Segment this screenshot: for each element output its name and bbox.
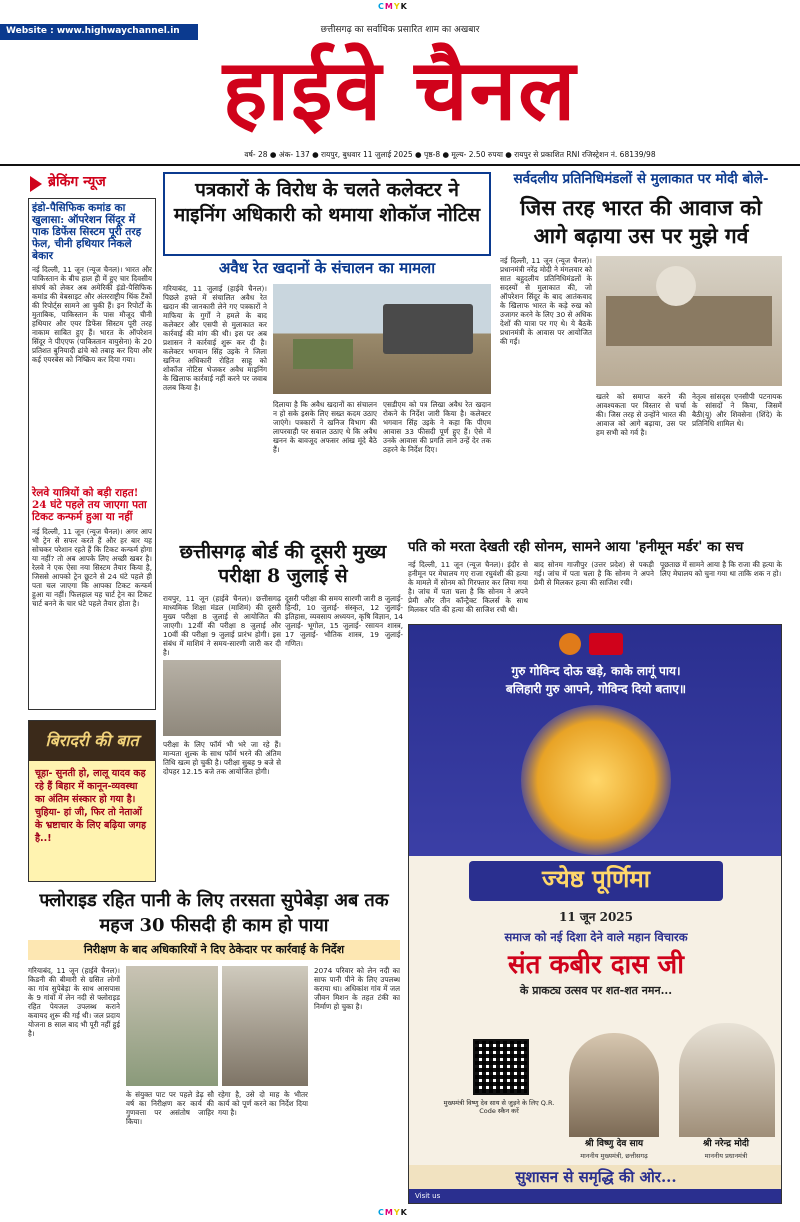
- pm-story: [500, 172, 782, 532]
- water-body: गरियाबंद, 11 जून (हाईवे चैनल)। किडनी की बीमारी से ग्रसित लोगों का गांव सुपेबेड़ा के साथ आसपास के 9 गांवों में लेन नदी से फ्लोराइड रहित पेयजल उपलब्ध कराने कवायद शुरू की गई थी। जल प्रदाय योजना 8 साल बाद भी पूरी नहीं हुई है।: [28, 966, 120, 1038]
- water-headline[interactable]: फ्लोराइड रहित पानी के लिए तरसता सुपेबेड़ा अब तक महज 30 फीसदी ही काम हो पाया: [39, 890, 389, 936]
- lead-photo: [273, 284, 491, 394]
- board-body-b: परीक्षा के लिए फॉर्म भी भरे जा रहे हैं। मान्यता शुल्क के साथ फॉर्म भरने की अंतिम तिथि खत्म हो चुकी है। परीक्षा सुबह 9 बजे से दोपहर 12.15 बजे तक आयोजित होगी।: [163, 740, 281, 776]
- murder-body-c: पूछताछ में सामने आया है कि राजा की हत्या के लिए मेघालय को चुना गया था ताकि शक न हो।: [660, 560, 782, 578]
- lead-body-c: एसडीएम को पत्र लिखा अवैध रेत खदान रोकने के निर्देश जारी किया है। कलेक्टर भगवान सिंह उइके ने कहा कि पीएम आवास 33 फीसदी पूर्ण हुए हैं। ऐसे में उनके आवास की प्रगति लाने उन्हें देर तक ठहरने के निर्देश दिए।: [383, 400, 491, 454]
- breaking-headline-1[interactable]: इंडो-पैसिफिक कमांड का खुलासा: ऑपरेशन सिंदूर में पाक डिफेंस सिस्टम पूरी तरह फेल, चीनी हथियार निकले बेकार: [32, 202, 142, 263]
- murder-body-b: बाद सोनम गाजीपुर (उत्तर प्रदेश) से पकड़ी गई। जांच में पता चला है कि सोनम ने अपने प्रेमी से मिलकर हत्या की साजिश रची।: [534, 560, 654, 587]
- water-body-b: के संयुक्त पाट पर पहले डेढ़ सौ वर्ष का निरीक्षण कर कार्य की गुणवत्ता पर असंतोष जाहिर किया।: [126, 1090, 214, 1126]
- ad-qr-text: मुख्यमंत्री विष्णु देव साय से जुड़ने के लिए Q.R. Code स्कैन करें: [443, 1099, 555, 1115]
- ad-pm-title: माननीय प्रधानमंत्री: [704, 1152, 748, 1160]
- lead-body: गरियाबंद, 11 जुलाई (हाईवे चैनल)। पिछले हफ्ते में संचालित अवैध रेत खदान की जानकारी लेने गए पत्रकारों ने माफिया के गुर्गों ने हमले के बाद कलेक्टर और एसपी से मुलाकात कर कार्रवाई की मांग की थी। इस पर अब प्रशासन ने कार्रवाई शुरू कर दी है। कलेक्टर भगवान सिंह उइके ने जिला खनिज अधिकारी रोहित साहू को शोकॉज नोटिस भेजकर अवैध माइनिंग के खिलाफ कार्रवाई नहीं करने पर जवाब तलब किया है।: [163, 284, 267, 392]
- birari-section: [28, 720, 156, 882]
- water-body-c: रहेगा है, उसे दो माह के भीतर कार्य को पूर्ण करने का निर्देश दिया गया है।: [218, 1090, 308, 1117]
- ad-doha-1: गुरु गोविन्द दोऊ खड़े, काके लागूं पाय।: [511, 664, 681, 678]
- cmyk-mark-bottom: CMYK: [378, 1208, 408, 1217]
- ad-mission: समाज को नई दिशा देने वाले महान विचारक: [504, 930, 688, 944]
- ad-cm-name: श्री विष्णु देव साय: [584, 1139, 644, 1149]
- lead-headline[interactable]: पत्रकारों के विरोध के चलते कलेक्टर ने माइनिंग अधिकारी को थमाया शोकॉज नोटिस: [173, 179, 481, 226]
- ad-slogan: सुशासन से समृद्धि की ओर...: [409, 1165, 782, 1189]
- breaking-label: ब्रेकिंग न्यूज: [28, 174, 156, 194]
- breaking-body-1: नई दिल्ली, 11 जून (न्यूज चैनल)। भारत और पाकिस्तान के बीच हाल ही में हुए चार दिवसीय संघर्ष को लेकर अब अमेरिकी इंडो-पैसिफिक कमांड की वेबसाइट और अंतरराष्ट्रीय थिंक टैंकों की रिपोर्ट्स सामने आ चुकी हैं। इन रिपोर्टों के मुताबिक, पाकिस्तान के पास मौजूद चीनी हथियार और एयर डिफेंस सिस्टम पूरी तरह नाकाम साबित हुए हैं। भारत के ऑपरेशन सिंदूर ने पीएएफ (पाकिस्तान वायुसेना) के 20 प्रतिशत बुनियादी ढांचे को तबाह कर दिया और कई एयरबेस को निष्क्रिय कर दिया गया।: [32, 265, 152, 365]
- kabir-portrait: [521, 705, 671, 855]
- breaking-headline-2[interactable]: रेलवे यात्रियों को बड़ी राहत! 24 घंटे पहले तय जाएगा पता टिकट कन्फर्म हुआ या नहीं: [32, 487, 147, 524]
- lead-story: [163, 172, 491, 532]
- website-bar[interactable]: Website : www.highwaychannel.in: [0, 24, 198, 40]
- breaking-section: [28, 172, 156, 712]
- water-subhead: निरीक्षण के बाद अधिकारियों ने दिए ठेकेदार पर कार्रवाई के निर्देश: [28, 940, 400, 960]
- ad-footer: Visit us: [409, 1189, 782, 1204]
- lead-headline-box: [163, 172, 491, 256]
- ad-occasion: ज्येष्ठ पूर्णिमा: [542, 864, 650, 893]
- water-photo-1: [126, 966, 218, 1086]
- board-body: रायपुर, 11 जून (हाईवे चैनल)। छत्तीसगढ़ माध्यमिक शिक्षा मंडल (माशिमं) की दूसरी मुख्य परीक्षा 8 जुलाई से आयोजित की जाएगी। 12वीं की परीक्षा 8 जुलाई और 10वीं की परीक्षा 9 जुलाई प्रारंभ होगी। इस संबंध में माशिमं ने समय-सारणी जारी कर दी है।: [163, 594, 281, 657]
- ad-cm-title: माननीय मुख्यमंत्री, छत्तीसगढ़: [580, 1152, 648, 1160]
- murder-body: नई दिल्ली, 11 जून (न्यूज चैनल)। इंदौर से हनीमून पर मेघालय गए राजा रघुवंशी की हत्या के मामले में सोनम को गिरफ्तार कर लिया गया है। जांच में पता चला है कि सोनम ने अपने प्रेमी और तीन कॉन्ट्रैक्ट किलर्स के साथ मिलकर पति की हत्या की साजिश रची थी।: [408, 560, 528, 614]
- tagline: छत्तीसगढ़ का सर्वाधिक प्रसारित शाम का अखबार: [320, 25, 480, 35]
- breaking-body-2: नई दिल्ली, 11 जून (न्यूज चैनल)। अगर आप भी ट्रेन से सफर करते हैं और हर बार यह सोचकर परेशान रहते हैं कि टिकट कन्फर्म होगा या नहीं? तो अब आपके लिए अच्छी खबर है। रेलवे ने एक ऐसा नया सिस्टम तैयार किया है, जिससे आपको ट्रेन छूटने से 24 घंटे पहले ही पता चल जाएगा कि आपका टिकट कन्फर्म हुआ या नहीं। फिलहाल यह चार्ट ट्रेन का टिकट चार्ट बनने के चार घंटे पहले तैयार होता है।: [32, 526, 152, 608]
- ad-name: संत कबीर दास जी: [508, 950, 684, 980]
- birari-label: बिरादरी की बात: [29, 721, 155, 761]
- ad-pm-name: श्री नरेन्द्र मोदी: [702, 1139, 750, 1149]
- board-story: [163, 540, 403, 880]
- murder-story: [408, 540, 782, 620]
- cmyk-mark-top: CMYK: [378, 2, 408, 11]
- pm-body: नई दिल्ली, 11 जून (न्यूज चैनल)। प्रधानमंत्री नरेंद्र मोदी ने मंगलवार को सात बहुदलीय प्रतिनिधिमंडलों के सदस्यों से मुलाकात की, जो ऑपरेशन सिंदूर के बाद आतंकवाद के खिलाफ भारत के कड़े रुख को उजागर करने के लिए 30 से अधिक देशों की यात्रा पर गए थे। ये बैठकें प्रधानमंत्री के आवास पर आयोजित की गईं।: [500, 256, 592, 346]
- pm-headline-small: सर्वदलीय प्रतिनिधिमंडलों से मुलाकात पर मोदी बोले-: [513, 171, 769, 187]
- pm-body-c: नेतृत्व सांसद्स एनसीपी पटनायक के सांसदों ने किया, जिसमें बैठी(यू) और शिवसेना (शिंदे) के प्रतिनिधि शामिल थे।: [692, 392, 782, 428]
- water-body-d: 2074 परिवार को लेन नदी का साफ पानी पीने के लिए उपलब्ध कराया था। अधिकांश गांव में जल जीवन मिशन के तहत टंकी का निर्माण हो चुका है।: [314, 966, 400, 1011]
- cm-photo: [569, 1033, 659, 1137]
- lead-body-b: दिलाया है कि अवैध खदानों का संचालन न हो सके इसके लिए सख्त कदम उठाए जाएंगे। पत्रकारों ने खनिज विभाग की लापरवाही पर सवाल उठाए थे कि अवैध खनन के बावजूद अफसर आंख मूंदे बैठे हैं।: [273, 400, 377, 454]
- ad-sub: के प्राकट्य उत्सव पर शत-शत नमन...: [519, 984, 673, 997]
- pm-headline[interactable]: जिस तरह भारत की आवाज को आगे बढ़ाया उस पर मुझे गर्व: [520, 195, 762, 248]
- pm-photo: [596, 256, 782, 386]
- water-photo-2: [222, 966, 308, 1086]
- birari-body: चूहा- सुनती हो, लालू यादव कह रहे हैं बिहार में कानून-व्यवस्था का अंतिम संस्कार हो गया है। चुहिया- हां जी, फिर तो नेताओं के भ्रष्टाचार के लिए बढ़िया जगह है..!: [29, 761, 155, 881]
- water-story: [28, 888, 400, 1204]
- ad-date: 11 जून 2025: [558, 910, 634, 924]
- ad-cg-logo: [559, 633, 581, 655]
- arrow-icon: [30, 176, 42, 192]
- murder-headline[interactable]: पति को मरता देखती रही सोनम, सामने आया 'हनीमून मर्डर' का सच: [408, 539, 744, 555]
- info-bar: वर्ष- 28 ● अंक- 137 ● रायपुर, बुधवार 11 जुलाई 2025 ● पृष्ठ-8 ● मूल्य- 2.50 रुपया ● रायपुर से प्रकाशित RNI रजिस्ट्रेशन नं. 68139/98: [244, 150, 656, 159]
- ad-doha-2: बलिहारी गुरु आपने, गोविन्द दियो बताए॥: [505, 682, 687, 696]
- board-headline[interactable]: छत्तीसगढ़ बोर्ड की दूसरी मुख्य परीक्षा 8 जुलाई से: [179, 541, 387, 587]
- header: [0, 14, 800, 176]
- pm-body-b: खतरे को समाप्त करने की आवश्यकता पर विस्तार से चर्चा की। जिस तरह से उन्होंने भारत की आवाज को आगे बढ़ाया, उस पर हम सभी को गर्व है।: [596, 392, 686, 437]
- board-photo: [163, 660, 281, 736]
- lead-subhead: अवैध रेत खदानों के संचालन का मामला: [218, 259, 436, 277]
- qr-code-icon[interactable]: [473, 1039, 529, 1095]
- ad-panel[interactable]: [408, 624, 782, 1204]
- masthead: हाईवे चैनल: [222, 40, 578, 139]
- ad-anniversary-logo: [589, 633, 623, 655]
- pm-modi-photo: [679, 1023, 775, 1137]
- board-body-c: दूसरी परीक्षा की समय सारणी जारी 8 जुलाई- हिन्दी, 10 जुलाई- संस्कृत, 12 जुलाई- इतिहास, व्यवसाय अध्ययन, कृषि विज्ञान, 14 जुलाई- भूगोल, 15 जुलाई- रसायन शास्त्र, 17 जुलाई- भौतिक शास्त्र, 19 जुलाई- गणित।: [285, 594, 403, 648]
